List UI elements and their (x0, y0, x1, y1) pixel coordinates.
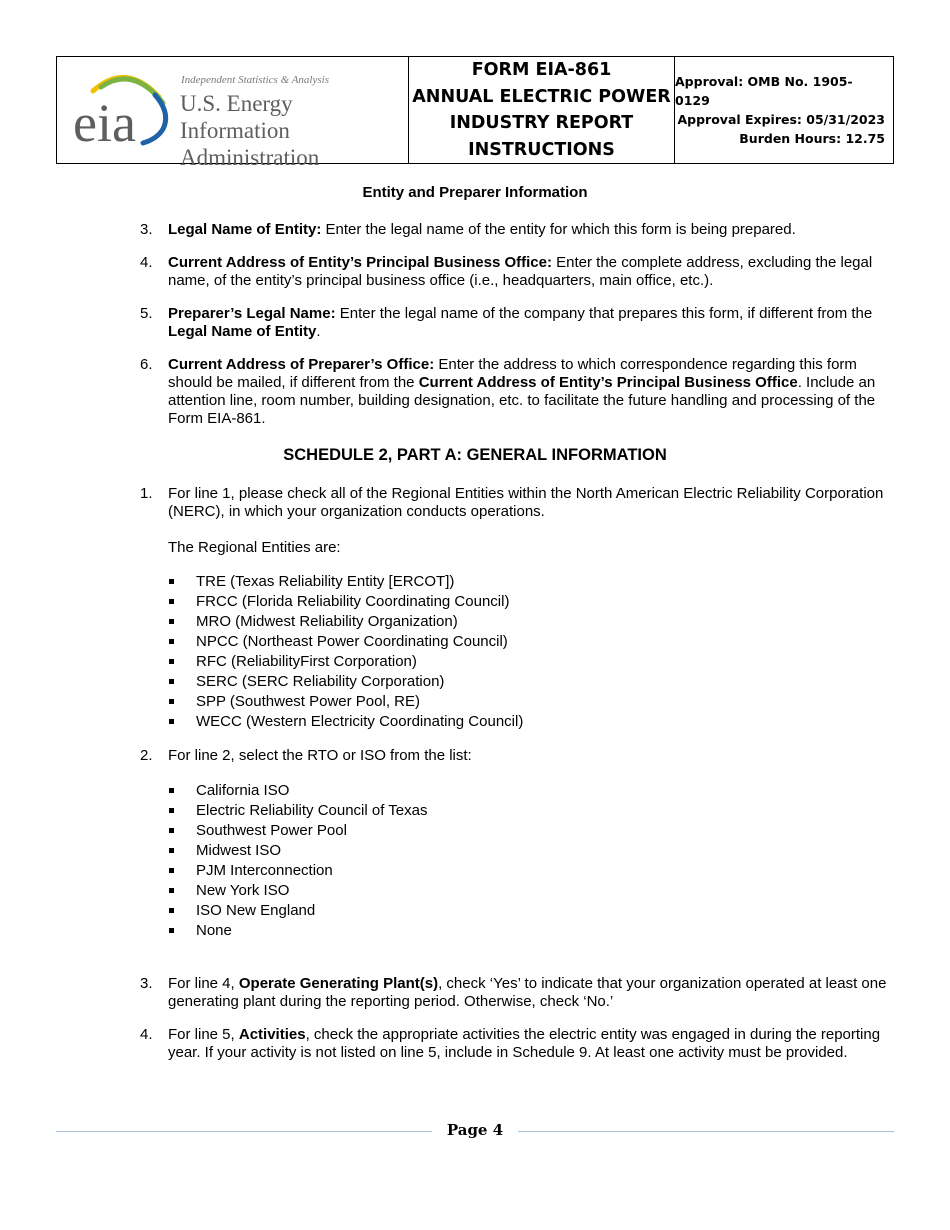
bullet-square-icon (169, 868, 174, 873)
item-text: For line 5, (168, 1026, 239, 1043)
burden-hours: Burden Hours: 12.75 (739, 131, 885, 146)
list-item-text: None (196, 922, 232, 939)
item-number: 5. (140, 305, 153, 322)
bullet-square-icon (169, 699, 174, 704)
list-item (168, 841, 427, 861)
item-text: For line 1, please check all of the Regional Entities within the North American Electric Reliability Corporation (NERC), in which your organization conducts operations. (168, 485, 884, 520)
list-item-text: New York ISO (196, 882, 290, 899)
agency-name (180, 90, 408, 171)
bullet-square-icon (169, 579, 174, 584)
list-item (168, 632, 523, 652)
item-text-end: , check ‘Yes’ to indicate that your organization operated at least one generating plant during the reporting period. Otherwise, check ‘No.’ (168, 975, 887, 1010)
approval-expires: Approval Expires: 05/31/2023 (677, 112, 885, 127)
list-item-text: TRE (Texas Reliability Entity [ERCOT]) (196, 573, 455, 590)
item-label: Legal Name of Entity: (168, 221, 322, 238)
list-item (168, 652, 523, 672)
list-item-text: WECC (Western Electricity Coordinating Council) (196, 713, 524, 730)
list-item (168, 801, 427, 821)
list-item (168, 921, 427, 941)
list-item-text: SERC (SERC Reliability Corporation) (196, 673, 445, 690)
regional-intro: The Regional Entities are: (168, 539, 341, 556)
list-item-text: FRCC (Florida Reliability Coordinating Council) (196, 593, 510, 610)
bullet-square-icon (169, 928, 174, 933)
item-text: Enter the legal name of the company that prepares this form, if different from the (335, 305, 873, 322)
form-title-line: INSTRUCTIONS (468, 139, 615, 160)
item-text-end: . Include an attention line, room number, building designation, etc. to facilitate the future handling and processing of the Form EIA-861. (168, 374, 876, 427)
item-number: 3. (140, 975, 153, 992)
bullet-square-icon (169, 619, 174, 624)
bullet-square-icon (169, 639, 174, 644)
item-bold-ref: Legal Name of Entity (168, 323, 317, 340)
approval-cell (675, 57, 893, 163)
schedule-section-title: SCHEDULE 2, PART A: GENERAL INFORMATION (283, 446, 667, 464)
eia-logo-icon (71, 63, 181, 153)
eia-logo-cell (57, 57, 409, 170)
item-number: 4. (140, 1026, 153, 1043)
item-text: Enter the legal name of the entity for which this form is being prepared. (321, 221, 796, 238)
form-title-cell (409, 57, 675, 163)
item-number: 1. (140, 485, 153, 502)
list-item-text: Southwest Power Pool (196, 822, 347, 839)
form-title-line: INDUSTRY REPORT (449, 113, 634, 133)
approval-omb: Approval: OMB No. 1905-0129 (675, 74, 853, 108)
item-text: Enter the address to which correspondence regarding this form should be mailed, if different from the (168, 356, 857, 391)
list-item (168, 712, 523, 732)
list-item-text: ISO New England (196, 902, 316, 919)
bullet-square-icon (169, 788, 174, 793)
form-title-line: FORM EIA-861 (471, 60, 612, 80)
rto-iso-list (168, 781, 427, 941)
page-number: Page 4 (446, 1121, 504, 1139)
item-label: Activities (238, 1026, 306, 1043)
list-item-text: California ISO (196, 782, 290, 799)
list-item-text: RFC (ReliabilityFirst Corporation) (196, 653, 417, 670)
item-bold-ref: Current Address of Entity’s Principal Business Office (418, 374, 798, 391)
bullet-square-icon (169, 848, 174, 853)
item-number: 6. (140, 356, 153, 373)
list-item (168, 821, 427, 841)
bullet-square-icon (169, 679, 174, 684)
list-item (168, 592, 523, 612)
bullet-square-icon (169, 908, 174, 913)
item-number: 3. (140, 221, 153, 238)
regional-entities-list (168, 572, 523, 732)
item-label: Preparer’s Legal Name: (168, 305, 336, 322)
agency-name-line1: U.S. Energy Information (180, 91, 293, 143)
list-item (168, 692, 523, 712)
list-item-text: NPCC (Northeast Power Coordinating Council) (196, 633, 508, 650)
list-item (168, 572, 523, 592)
list-item (168, 672, 523, 692)
item-label: Operate Generating Plant(s) (238, 975, 439, 992)
form-title-line: ANNUAL ELECTRIC POWER (412, 86, 671, 107)
form-header (56, 56, 894, 170)
entity-section-title: Entity and Preparer Information (362, 184, 588, 201)
list-item (168, 861, 427, 881)
agency-name-line2: Administration (180, 145, 320, 170)
list-item (168, 612, 523, 632)
item-text-end: . (316, 323, 321, 340)
item-number: 2. (140, 747, 153, 764)
list-item-text: SPP (Southwest Power Pool, RE) (196, 693, 420, 710)
list-item (168, 881, 427, 901)
logo-tagline: Independent Statistics & Analysis (181, 74, 329, 86)
list-item-text: PJM Interconnection (196, 862, 333, 879)
list-item-text: MRO (Midwest Reliability Organization) (196, 613, 458, 630)
list-item-text: Midwest ISO (196, 842, 282, 859)
bullet-square-icon (169, 828, 174, 833)
item-number: 4. (140, 254, 153, 271)
item-text: Enter the complete address, excluding the legal name, of the entity’s principal business office (i.e., headquarters, main office, etc.). (168, 254, 873, 289)
bullet-square-icon (169, 808, 174, 813)
bullet-square-icon (169, 888, 174, 893)
item-text: For line 4, (168, 975, 239, 992)
list-item-text: Electric Reliability Council of Texas (196, 802, 428, 819)
item-label: Current Address of Preparer’s Office: (168, 356, 435, 373)
item-text-end: , check the appropriate activities the electric entity was engaged in during the reporting year. If your activity is not listed on line 5, include in Schedule 9. At least one activity must be provided. (168, 1026, 881, 1061)
bullet-square-icon (169, 719, 174, 724)
item-label: Current Address of Entity’s Principal Business Office: (168, 254, 552, 271)
list-item (168, 901, 427, 921)
bullet-square-icon (169, 599, 174, 604)
list-item (168, 781, 427, 801)
item-text: For line 2, select the RTO or ISO from the list: (168, 747, 472, 764)
logo-mark-text: eia (73, 93, 136, 153)
bullet-square-icon (169, 659, 174, 664)
